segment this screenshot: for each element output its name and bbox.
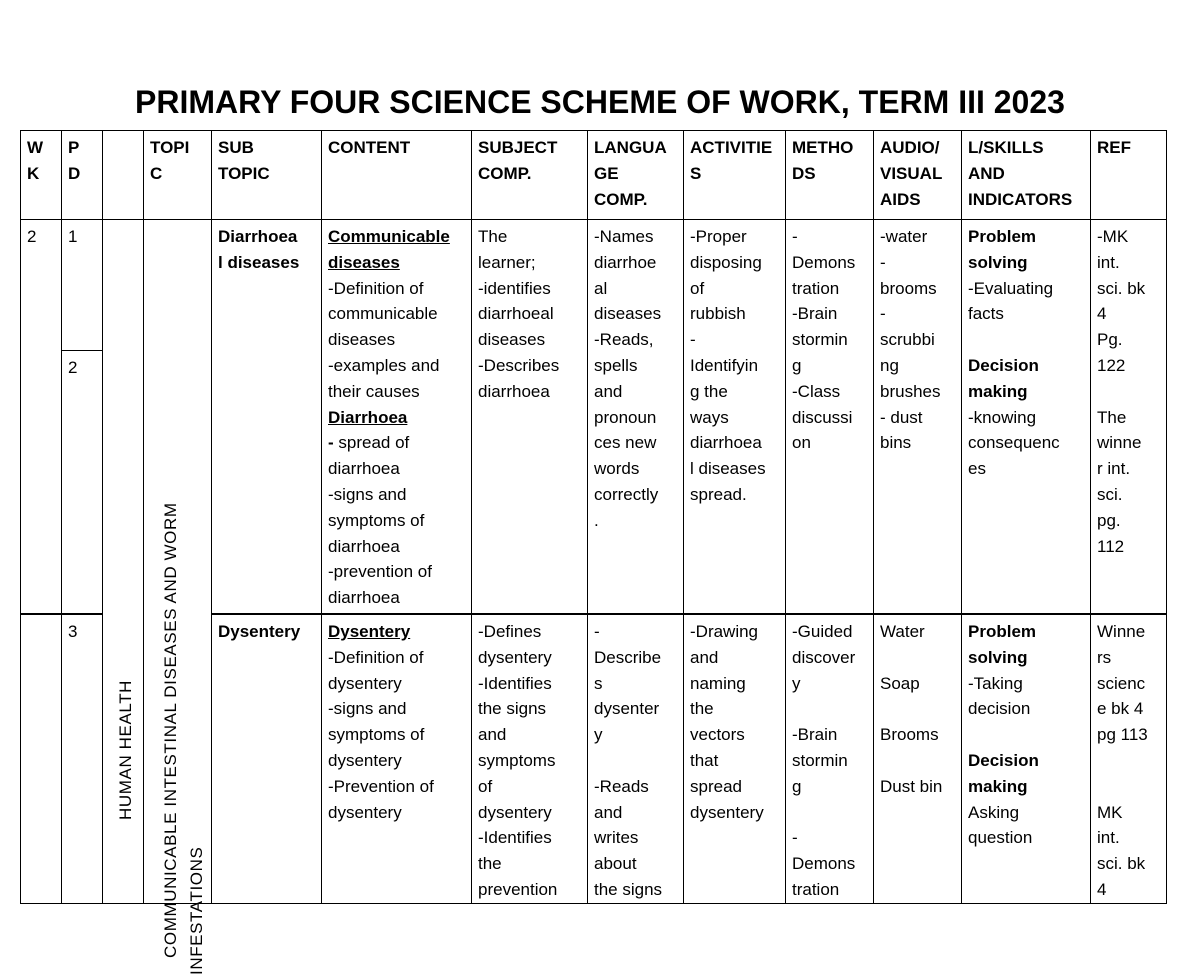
header-skills: L/SKILLS AND INDICATORS: [962, 131, 1091, 220]
content-diarrhoea: Communicable diseases -Definition of communicable diseases -examples and their causes Diarrhoea - spread of diarrhoea -signs and symptoms of diarrhoea -prevention of diarrhoea: [322, 220, 472, 615]
header-language-comp: LANGUA GE COMP.: [588, 131, 684, 220]
header-theme: [103, 131, 144, 220]
header-row: [21, 131, 1167, 220]
week-cell-empty: [21, 614, 62, 903]
aids-diarrhoea: -water - brooms - scrubbi ng brushes - dust bins: [874, 220, 962, 615]
theme-cell: [103, 220, 144, 904]
topic-vertical-text-line2: INFESTATIONS: [187, 846, 206, 975]
week-cell: 2: [21, 220, 62, 615]
header-ref: REF: [1091, 131, 1167, 220]
activities-dysentery: -Drawing and naming the vectors that spread dysentery: [684, 614, 786, 903]
activities-diarrhoea: -Proper disposing of rubbish - Identifyin g the ways diarrhoea l diseases spread.: [684, 220, 786, 615]
scheme-of-work-table: [20, 130, 1167, 975]
ref-dysentery: Winne rs scienc e bk 4 pg 113 MK int. sci. bk 4: [1091, 614, 1167, 903]
skills-dysentery: Problem solving -Taking decision Decision making Asking question: [962, 614, 1091, 903]
theme-vertical-text: HUMAN HEALTH: [116, 679, 135, 820]
skills-diarrhoea: Problem solving -Evaluating facts Decision making -knowing consequenc es: [962, 220, 1091, 615]
aids-dysentery: Water Soap Brooms Dust bin: [874, 614, 962, 903]
methods-diarrhoea: - Demons tration -Brain stormin g -Class discussi on: [786, 220, 874, 615]
ref-diarrhoea: -MK int. sci. bk 4 Pg. 122 The winne r int. sci. pg. 112: [1091, 220, 1167, 615]
header-aids: AUDIO/ VISUAL AIDS: [874, 131, 962, 220]
language-comp-diarrhoea: -Names diarrhoe al diseases -Reads, spells and pronoun ces new words correctly .: [588, 220, 684, 615]
language-comp-dysentery: - Describe s dysenter y -Reads and writes about the signs: [588, 614, 684, 903]
header-subtopic: SUB TOPIC: [212, 131, 322, 220]
period-cell: 2: [62, 351, 103, 615]
content-dysentery: Dysentery -Definition of dysentery -signs and symptoms of dysentery -Prevention of dysentery: [322, 614, 472, 903]
header-pd: P D: [62, 131, 103, 220]
header-content: CONTENT: [322, 131, 472, 220]
header-subject-comp: SUBJECT COMP.: [472, 131, 588, 220]
subtopic-dysentery: Dysentery: [212, 614, 322, 903]
subject-comp-dysentery: -Defines dysentery -Identifies the signs and symptoms of dysentery -Identifies the prevention: [472, 614, 588, 903]
header-activities: ACTIVITIE S: [684, 131, 786, 220]
header-topic: TOPI C: [144, 131, 212, 220]
header-methods: METHO DS: [786, 131, 874, 220]
header-wk: W K: [21, 131, 62, 220]
table-row: [21, 220, 1167, 351]
methods-dysentery: -Guided discover y -Brain stormin g - Demons tration: [786, 614, 874, 903]
period-cell: 3: [62, 614, 103, 903]
subject-comp-diarrhoea: The learner; -identifies diarrhoeal diseases -Describes diarrhoea: [472, 220, 588, 615]
subtopic-diarrhoea: Diarrhoea l diseases: [212, 220, 322, 615]
topic-cell: [144, 220, 212, 975]
page-title: PRIMARY FOUR SCIENCE SCHEME OF WORK, TERM III 2023: [135, 84, 1065, 120]
period-cell: 1: [62, 220, 103, 351]
topic-vertical-text-line1: COMMUNICABLE INTESTINAL DISEASES AND WORM: [161, 502, 180, 958]
